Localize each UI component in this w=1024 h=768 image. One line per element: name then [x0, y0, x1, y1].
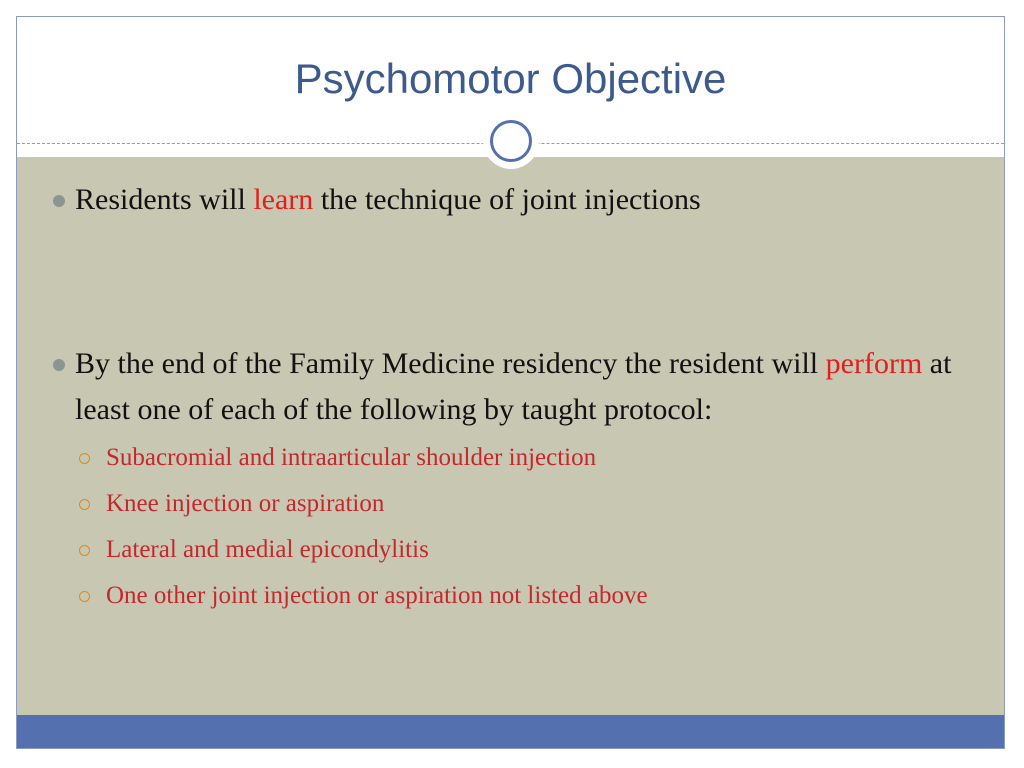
sub-bullet-text: Subacromial and intraarticular shoulder injection: [106, 444, 597, 471]
bullet-dot-icon: [53, 195, 65, 207]
bullet-text: the technique of joint injections: [313, 183, 701, 216]
spacer: [53, 223, 973, 341]
sub-bullet-text: One other joint injection or aspiration not listed above: [106, 582, 648, 609]
bullet-item: [53, 341, 973, 433]
sub-bullet-item: [53, 481, 973, 527]
sub-bullet-list: [53, 435, 973, 619]
hollow-circle-bullet-icon: [79, 591, 90, 602]
slide-frame: [16, 16, 1005, 749]
circle-ornament-icon: [483, 113, 539, 169]
highlighted-word: learn: [253, 183, 314, 216]
bullet-item: [53, 177, 973, 223]
bullet-text: Residents will: [75, 183, 254, 216]
ring-icon: [490, 120, 532, 162]
bullet-text: at least one of each of the following by taught protocol:: [75, 347, 952, 426]
bullet-text: By the end of the Family Medicine residency the resident will: [75, 347, 826, 380]
sub-bullet-item: [53, 435, 973, 481]
sub-bullet-item: [53, 527, 973, 573]
sub-bullet-item: [53, 573, 973, 619]
bullet-dot-icon: [53, 359, 65, 371]
hollow-circle-bullet-icon: [79, 545, 90, 556]
hollow-circle-bullet-icon: [79, 499, 90, 510]
footer-bar: [17, 715, 1004, 749]
highlighted-word: perform: [825, 347, 923, 380]
slide-body: [53, 177, 973, 619]
slide-title: Psychomotor Objective: [294, 55, 727, 102]
hollow-circle-bullet-icon: [79, 453, 90, 464]
sub-bullet-text: Knee injection or aspiration: [106, 490, 385, 517]
sub-bullet-text: Lateral and medial epicondylitis: [106, 536, 429, 563]
